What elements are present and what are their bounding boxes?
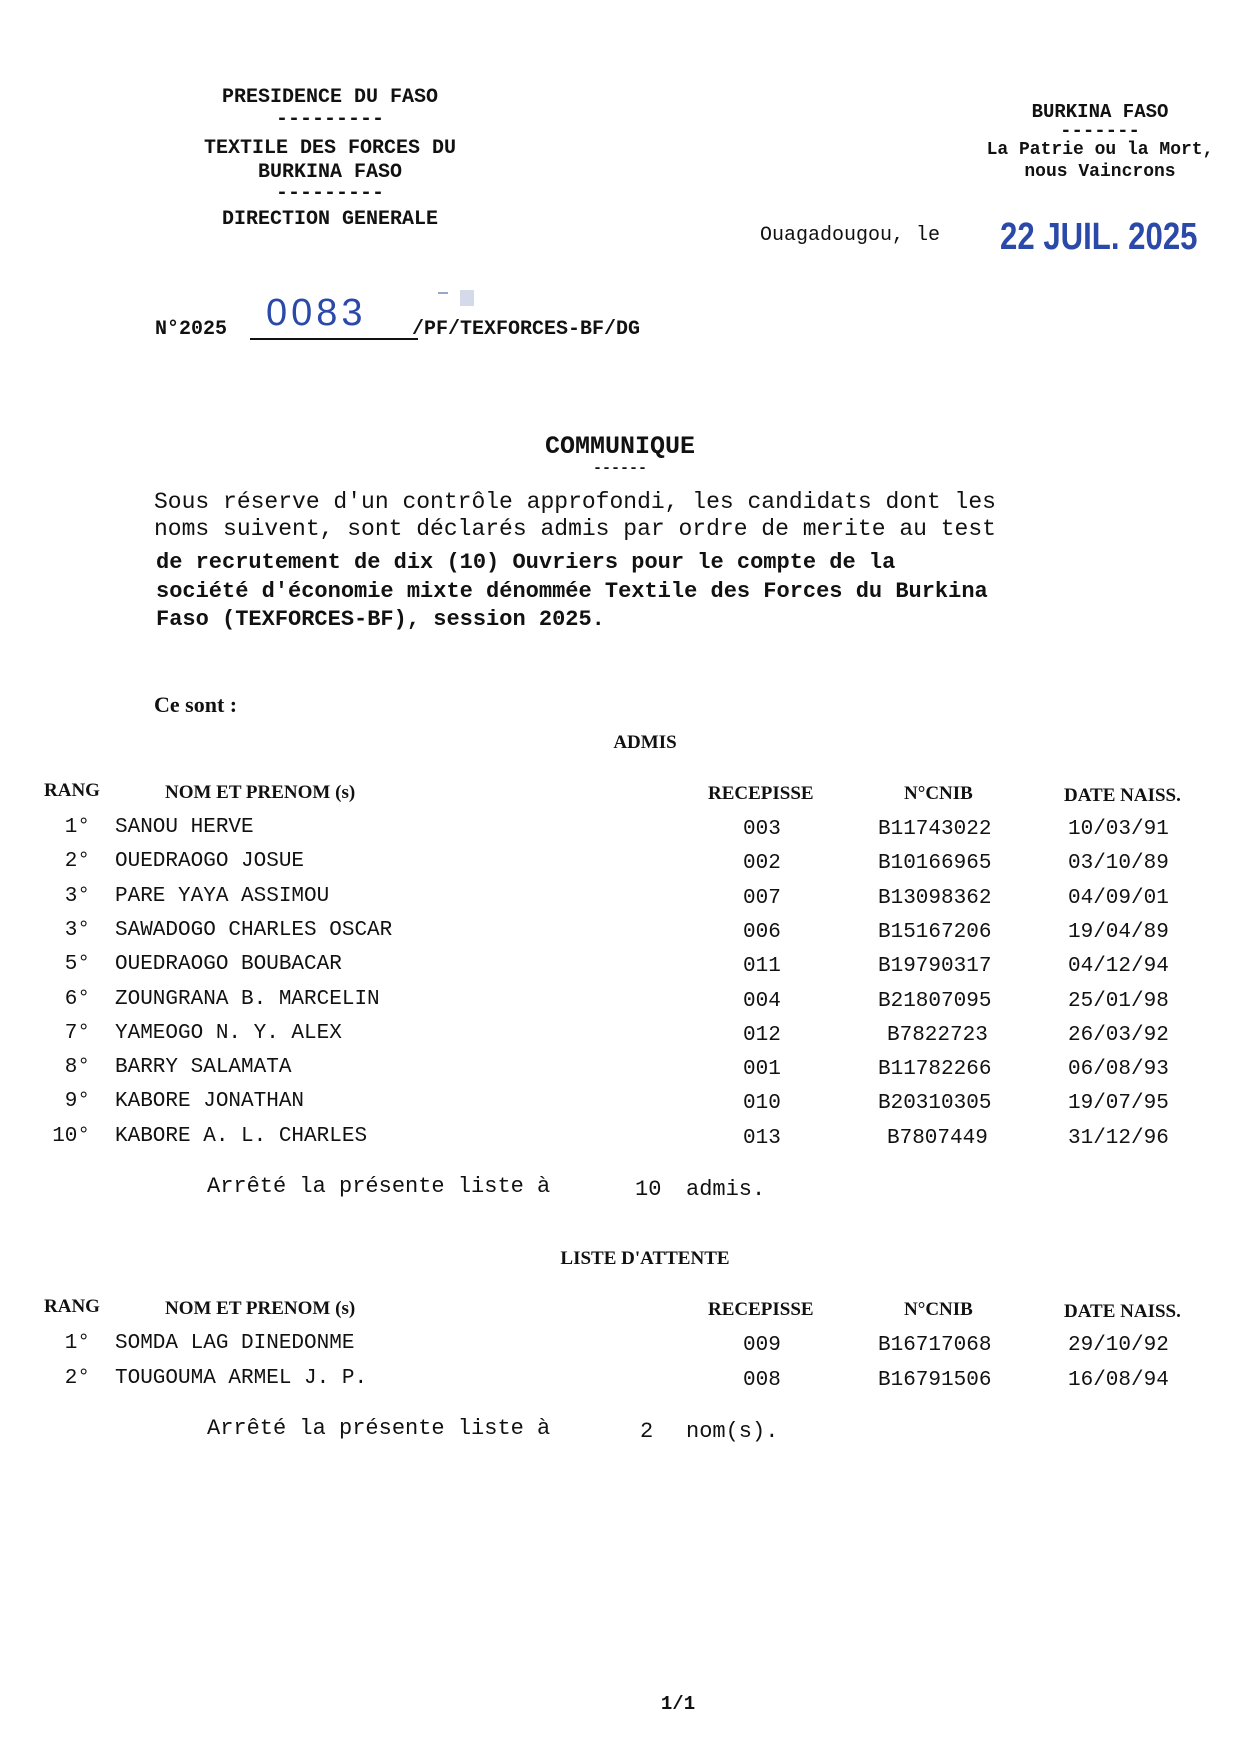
cell-cnib: B10166965 — [878, 852, 992, 876]
cell-recepisse: 001 — [743, 1058, 781, 1082]
cell-recepisse: 012 — [743, 1023, 781, 1047]
cell-date-naiss: 25/01/98 — [1068, 989, 1169, 1013]
col-nom: NOM ET PRENOM (s) — [165, 782, 356, 803]
cell-rang: 7° — [64, 1021, 90, 1045]
col-nom: NOM ET PRENOM (s) — [165, 1298, 356, 1319]
cell-rang: 2° — [64, 1366, 90, 1390]
motto-line-1: La Patrie ou la Mort, — [986, 140, 1214, 160]
cell-recepisse: 009 — [743, 1334, 781, 1357]
header-presidence: PRESIDENCE DU FASO — [221, 86, 439, 109]
cell-rang: 6° — [64, 987, 90, 1011]
paragraph-bold-line-1: de recrutement de dix (10) Ouvriers pour le compte de la — [156, 550, 896, 575]
cell-date-naiss: 31/12/96 — [1068, 1126, 1169, 1150]
cell-cnib: B16717068 — [878, 1334, 992, 1357]
cell-cnib: B21807095 — [878, 989, 992, 1013]
col-rang: RANG — [44, 1296, 100, 1317]
cell-cnib: B20310305 — [878, 1092, 992, 1116]
paragraph-line-2: noms suivent, sont déclarés admis par ordre de merite au test — [154, 516, 996, 542]
communique-title: COMMUNIQUE — [544, 432, 696, 461]
attente-footer-suffix: nom(s). — [686, 1419, 779, 1444]
reference-number: 0083 — [266, 292, 367, 334]
cell-cnib: B15167206 — [878, 920, 992, 944]
motto-line-2: nous Vaincrons — [1024, 162, 1176, 182]
cell-recepisse: 002 — [743, 852, 781, 876]
cell-date-naiss: 04/12/94 — [1068, 955, 1169, 979]
cell-nom: SAWADOGO CHARLES OSCAR — [115, 918, 393, 942]
cell-cnib: B7807449 — [887, 1126, 988, 1150]
cell-nom: KABORE A. L. CHARLES — [115, 1124, 368, 1148]
paragraph-bold-line-2: société d'économie mixte dénommée Textile des Forces du Burkina — [156, 579, 988, 604]
cell-date-naiss: 06/08/93 — [1068, 1058, 1169, 1082]
cell-rang: 8° — [64, 1056, 90, 1080]
reference-underline — [250, 338, 418, 340]
attente-section-title: LISTE D'ATTENTE — [560, 1248, 730, 1269]
cell-cnib: B11782266 — [878, 1058, 992, 1082]
cell-date-naiss: 10/03/91 — [1068, 818, 1169, 841]
cell-recepisse: 008 — [743, 1368, 781, 1392]
reference-prefix: N°2025 — [155, 318, 228, 341]
cell-cnib: B11743022 — [878, 818, 992, 841]
ink-smudge-icon — [432, 288, 482, 310]
cell-recepisse: 010 — [743, 1092, 781, 1116]
header-texforces: TEXTILE DES FORCES DU — [203, 137, 457, 160]
cell-rang: 3° — [64, 918, 90, 942]
cell-nom: SANOU HERVE — [115, 816, 254, 839]
header-separator: --------- — [275, 108, 385, 131]
paragraph-bold-line-3: Faso (TEXFORCES-BF), session 2025. — [156, 607, 605, 632]
col-rang: RANG — [44, 780, 100, 801]
cell-cnib: B19790317 — [878, 955, 992, 979]
cell-nom: ZOUNGRANA B. MARCELIN — [115, 987, 380, 1011]
cell-nom: OUEDRAOGO JOSUE — [115, 850, 305, 874]
cell-nom: OUEDRAOGO BOUBACAR — [115, 953, 342, 977]
cell-recepisse: 007 — [743, 886, 781, 910]
ce-sont-label: Ce sont : — [154, 692, 238, 717]
cell-date-naiss: 03/10/89 — [1068, 852, 1169, 876]
date-stamp: 22 JUIL. 2025 — [1000, 216, 1198, 258]
attente-footer-count: 2 — [640, 1419, 654, 1444]
admis-section-title: ADMIS — [613, 732, 677, 753]
admis-footer-count: 10 — [635, 1177, 662, 1202]
reference-suffix: /PF/TEXFORCES-BF/DG — [412, 318, 641, 341]
cell-nom: PARE YAYA ASSIMOU — [115, 884, 330, 908]
cell-cnib: B7822723 — [887, 1023, 988, 1047]
cell-date-naiss: 19/04/89 — [1068, 920, 1169, 944]
cell-nom: BARRY SALAMATA — [115, 1056, 292, 1080]
cell-rang: 3° — [64, 884, 90, 908]
cell-cnib: B16791506 — [878, 1368, 992, 1392]
header-direction: DIRECTION GENERALE — [221, 208, 439, 231]
cell-recepisse: 011 — [743, 955, 781, 979]
cell-date-naiss: 16/08/94 — [1068, 1368, 1169, 1392]
cell-date-naiss: 19/07/95 — [1068, 1092, 1169, 1116]
header-country: BURKINA FASO — [1031, 101, 1169, 123]
cell-rang: 9° — [64, 1090, 90, 1114]
cell-recepisse: 006 — [743, 920, 781, 944]
page-number: 1/1 — [660, 1693, 696, 1715]
cell-recepisse: 013 — [743, 1126, 781, 1150]
col-cnib: N°CNIB — [904, 1299, 973, 1320]
cell-nom: SOMDA LAG DINEDONME — [115, 1332, 355, 1355]
cell-rang: 1° — [64, 1332, 90, 1355]
admis-footer-suffix: admis. — [686, 1177, 766, 1202]
cell-rang: 10° — [52, 1124, 90, 1148]
header-country-separator: ------- — [1060, 120, 1140, 142]
header-burkina: BURKINA FASO — [257, 161, 403, 184]
date-prefix: Ouagadougou, le — [760, 224, 941, 247]
cell-recepisse: 003 — [743, 818, 781, 841]
header-separator: --------- — [275, 182, 385, 205]
paragraph-line-1: Sous réserve d'un contrôle approfondi, les candidats dont les — [154, 489, 996, 515]
col-recepisse: RECEPISSE — [708, 1299, 814, 1320]
cell-nom: TOUGOUMA ARMEL J. P. — [115, 1366, 368, 1390]
attente-footer-prefix: Arrêté la présente liste à — [207, 1416, 551, 1441]
col-recepisse: RECEPISSE — [708, 783, 814, 804]
cell-nom: KABORE JONATHAN — [115, 1090, 305, 1114]
col-date-naiss: DATE NAISS. — [1064, 1301, 1181, 1322]
cell-recepisse: 004 — [743, 989, 781, 1013]
cell-date-naiss: 04/09/01 — [1068, 886, 1169, 910]
col-date-naiss: DATE NAISS. — [1064, 785, 1181, 806]
communique-title-separator: ------ — [592, 460, 647, 477]
cell-date-naiss: 29/10/92 — [1068, 1334, 1169, 1357]
cell-date-naiss: 26/03/92 — [1068, 1023, 1169, 1047]
cell-rang: 1° — [64, 816, 90, 839]
admis-footer-prefix: Arrêté la présente liste à — [207, 1174, 551, 1199]
cell-rang: 5° — [64, 953, 90, 977]
cell-rang: 2° — [64, 850, 90, 874]
cell-cnib: B13098362 — [878, 886, 992, 910]
cell-nom: YAMEOGO N. Y. ALEX — [115, 1021, 342, 1045]
col-cnib: N°CNIB — [904, 783, 973, 804]
